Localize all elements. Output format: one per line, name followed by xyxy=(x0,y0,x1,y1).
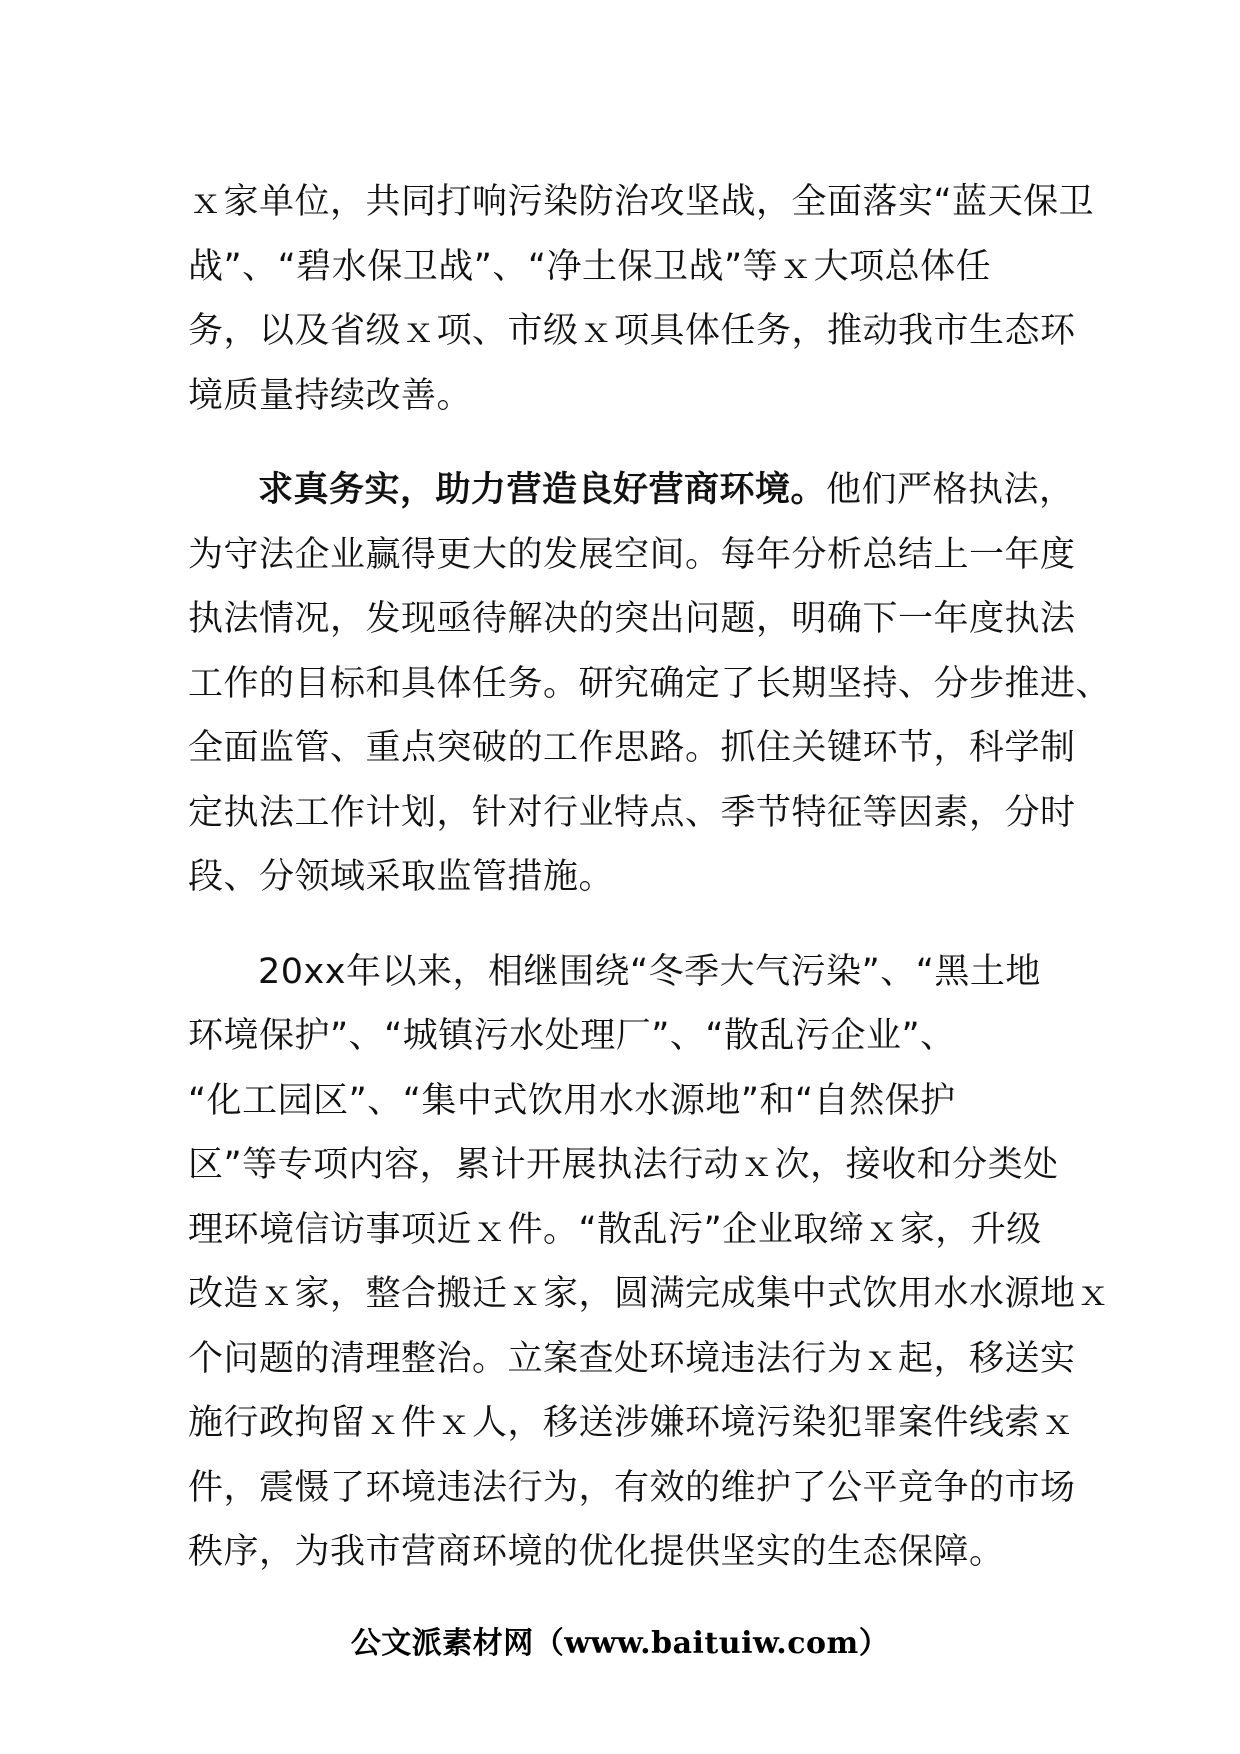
text-line: 为守法企业赢得更大的发展空间。每年分析总结上一年度 xyxy=(188,534,1076,575)
paragraph-3 xyxy=(188,940,1112,1585)
text-line: 务，以及省级ｘ项、市级ｘ项具体任务，推动我市生态环 xyxy=(188,311,1076,351)
footer-source: 公文派素材网（www.baituiw.com） xyxy=(350,1626,890,1661)
text-line: 个问题的清理整治。立案查处环境违法行为ｘ起，移送实 xyxy=(188,1338,1076,1379)
text-line: 区”等专项内容，累计开展执法行动ｘ次，接收和分类处 xyxy=(188,1145,1059,1185)
text-line: 境质量持续改善。 xyxy=(188,375,473,416)
paragraph-1 xyxy=(188,170,1095,428)
text-line: “化工园区”、“集中式饮用水水源地”和“自然保护 xyxy=(188,1080,956,1121)
text-line xyxy=(188,458,1075,523)
text-line: 环境保护”、“城镇污水处理厂”、“散乱污企业”、 xyxy=(188,1016,956,1056)
text-line: 改造ｘ家，整合搬迁ｘ家，圆满完成集中式饮用水水源地ｘ xyxy=(188,1274,1112,1314)
text-line: 施行政拘留ｘ件ｘ人，移送涉嫌环境污染犯罪案件线索ｘ xyxy=(188,1403,1076,1443)
paragraph-spacer xyxy=(188,428,1056,458)
text-line: 秩序，为我市营商环境的优化提供坚实的生态保障。 xyxy=(188,1532,1005,1572)
text-line: 20xx年以来，相继围绕“冬季大气污染”、“黑土地 xyxy=(258,951,1041,992)
text-line: 执法情况，发现亟待解决的突出问题，明确下一年度执法 xyxy=(188,599,1076,639)
paragraph-spacer xyxy=(188,910,1056,940)
text-line: 段、分领域采取监管措施。 xyxy=(188,857,615,897)
text-line: 全面监管、重点突破的工作思路。抓住关键环节，科学制 xyxy=(188,728,1076,768)
document-body xyxy=(188,170,1112,1585)
section-heading: 求真务实，助力营造良好营商环境。 xyxy=(258,470,827,510)
text-line: 件，震慑了环境违法行为，有效的维护了公平竞争的市场 xyxy=(188,1467,1076,1508)
text-line: 定执法工作计划，针对行业特点、季节特征等因素，分时 xyxy=(188,792,1076,833)
heading-continuation: 他们严格执法， xyxy=(826,470,1075,510)
paragraph-2 xyxy=(188,458,1112,910)
text-line: ｘ家单位，共同打响污染防治攻坚战，全面落实“蓝天保卫 xyxy=(188,182,1095,222)
text-line: 战”、“碧水保卫战”、“净土保卫战”等ｘ大项总体任 xyxy=(188,246,992,287)
text-line: 理环境信访事项近ｘ件。“散乱污”企业取缔ｘ家，升级 xyxy=(188,1209,1042,1250)
text-line: 工作的目标和具体任务。研究确定了长期坚持、分步推进、 xyxy=(188,663,1112,704)
